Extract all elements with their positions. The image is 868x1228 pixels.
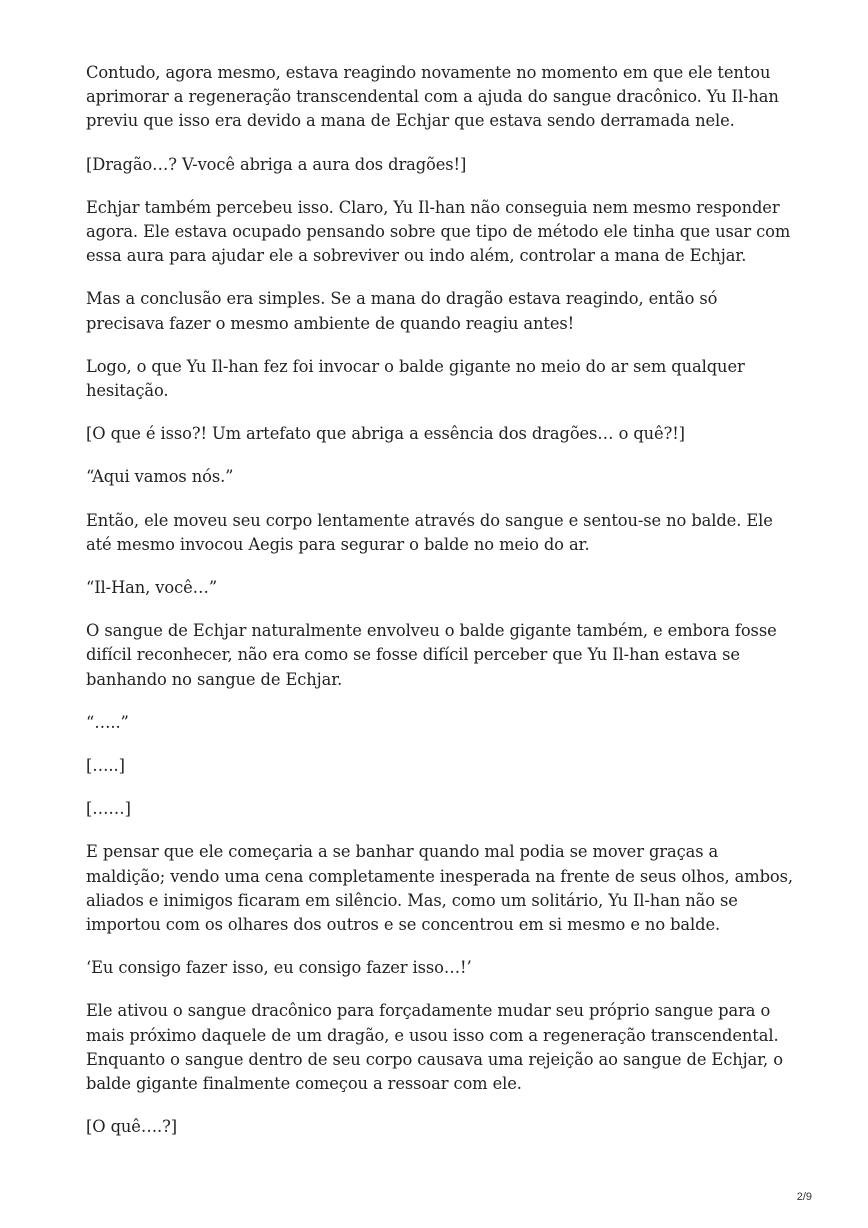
paragraph: [Dragão…? V-você abriga a aura dos dragões!] — [86, 154, 467, 174]
paragraph: [……] — [86, 799, 131, 819]
paragraph: [O que é isso?! Um artefato que abriga a essência dos dragões… o quê?!] — [86, 424, 685, 444]
paragraph: Logo, o que Yu Il-han fez foi invocar o balde gigante no meio do ar sem qualquer hesitação. — [86, 356, 745, 401]
paragraph: O sangue de Echjar naturalmente envolveu o balde gigante também, e embora fosse difícil reconhecer, não era como se fosse difícil perceber que Yu Il-han estava se banhando no sangue de Echjar. — [86, 621, 777, 689]
paragraph: [O quê….?] — [86, 1117, 177, 1137]
paragraph: Ele ativou o sangue dracônico para forçadamente mudar seu próprio sangue para o mais próximo daquele de um dragão, e usou isso com a regeneração transcendental. Enquanto o sangue dentro de seu corpo causava uma rejeição ao sangue de Echjar, o balde gigante finalmente começou a ressoar com ele. — [86, 1001, 783, 1094]
paragraph: Echjar também percebeu isso. Claro, Yu Il-han não conseguia nem mesmo responder agora. Ele estava ocupado pensando sobre que tipo de método ele tinha que usar com essa aura para ajudar ele a sobreviver ou indo além, controlar a mana de Echjar. — [86, 197, 791, 266]
page-number: 2/9 — [796, 1191, 812, 1203]
paragraph: “…..” — [86, 712, 129, 732]
paragraph: Mas a conclusão era simples. Se a mana do dragão estava reagindo, então só precisava fazer o mesmo ambiente de quando reagiu antes! — [86, 289, 718, 333]
paragraph: […..] — [86, 756, 125, 776]
paragraph: E pensar que ele começaria a se banhar quando mal podia se mover graças a maldição; vendo uma cena completamente inesperada na frente de seus olhos, ambos, aliados e inimigos ficaram em silêncio. Mas, como um solitário, Yu Il-han não se importou com os olhares dos outros e se concentrou em si mesmo e no balde. — [86, 842, 793, 935]
paragraph: ‘Eu consigo fazer isso, eu consigo fazer isso…!’ — [86, 958, 472, 978]
document-body — [86, 61, 796, 1159]
paragraph: Contudo, agora mesmo, estava reagindo novamente no momento em que ele tentou aprimorar a regeneração transcendental com a ajuda do sangue dracônico. Yu Il-han previu que isso era devido a mana de Echjar que estava sendo derramada nele. — [86, 63, 779, 131]
paragraph: “Aqui vamos nós.” — [86, 467, 234, 487]
paragraph: Então, ele moveu seu corpo lentamente através do sangue e sentou-se no balde. Ele até mesmo invocou Aegis para segurar o balde no meio do ar. — [86, 510, 773, 554]
paragraph: “Il-Han, você…” — [86, 578, 218, 598]
